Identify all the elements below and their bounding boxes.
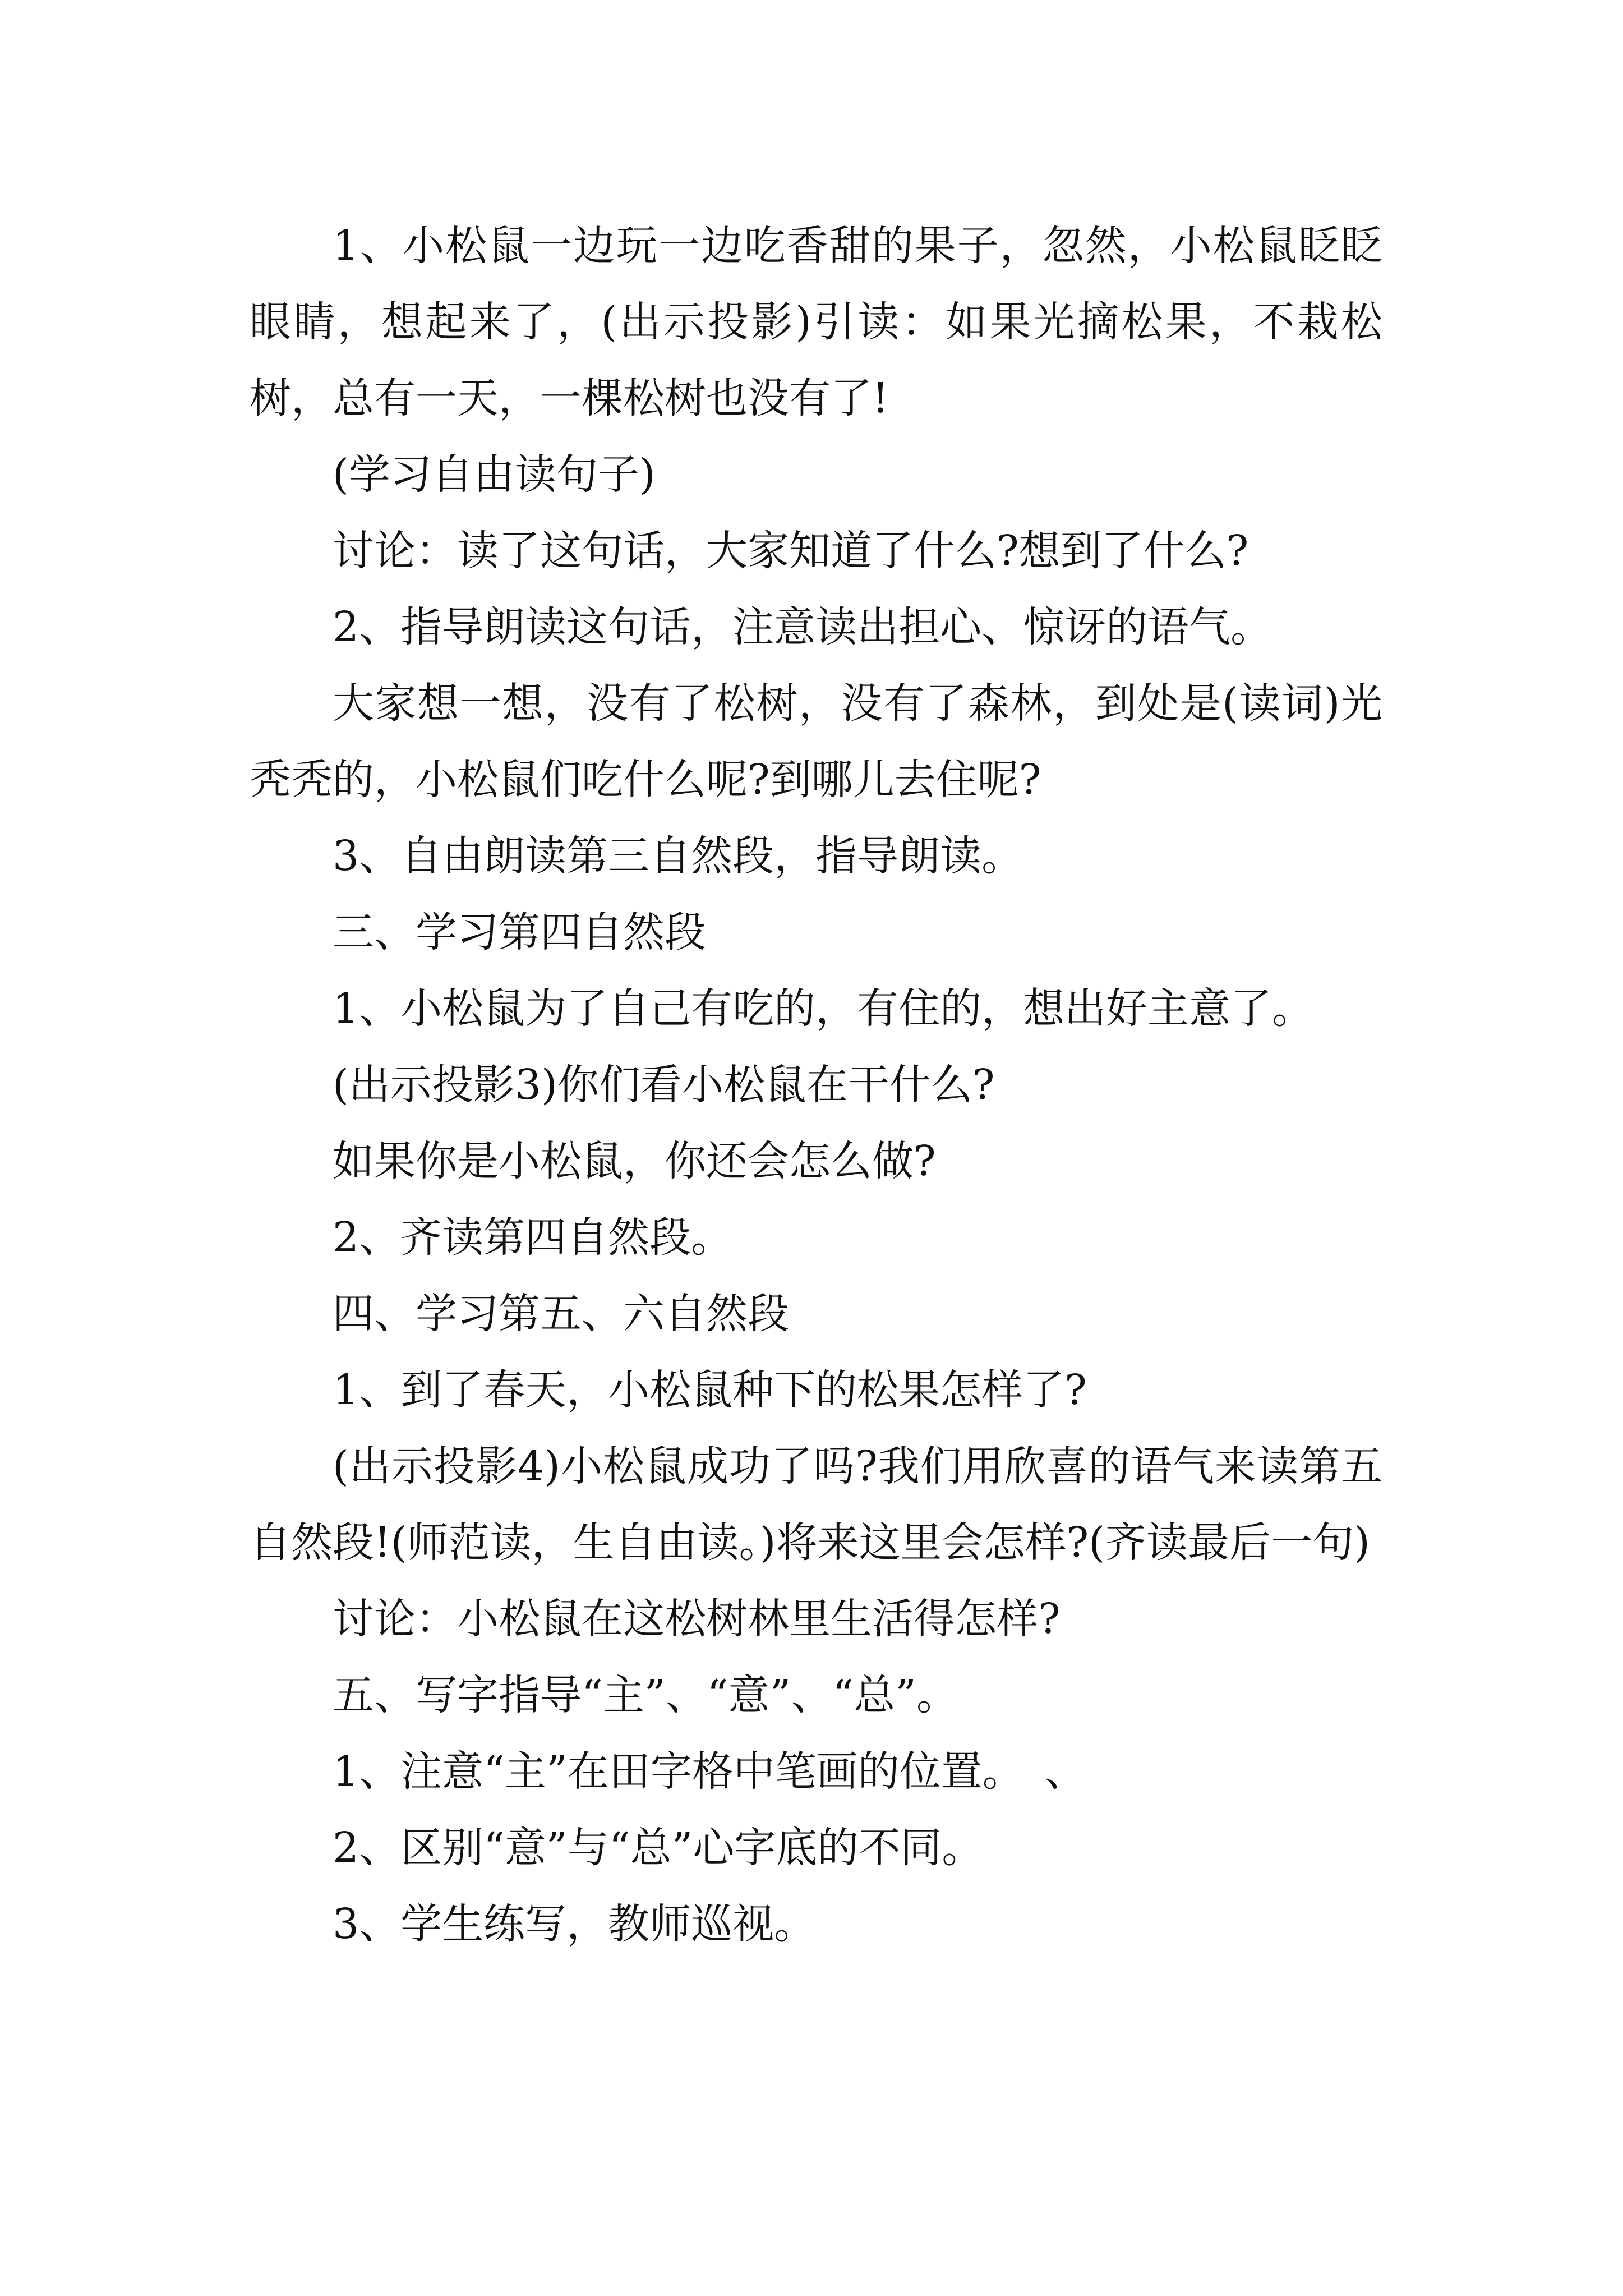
paragraph: (出示投影3)你们看小松鼠在干什么? [333, 1061, 995, 1109]
paragraph: (出示投影4)小松鼠成功了吗?我们用欣喜的语气来读第五自然段!(师范读，生自由读。)将来这里会怎样?(齐读最后一句) [250, 1442, 1382, 1567]
paragraph: 1、到了春天，小松鼠种下的松果怎样了? [333, 1366, 1087, 1414]
paragraph: 1、注意“主”在田字格中笔画的位置。 、 [333, 1747, 1086, 1796]
document-body [250, 208, 1382, 1962]
paragraph: 如果你是小松鼠，你还会怎么做? [333, 1137, 936, 1185]
paragraph: 2、区别“意”与“总”心字底的不同。 [333, 1824, 984, 1872]
paragraph: 3、自由朗读第三自然段，指导朗读。 [333, 832, 1023, 880]
paragraph: 3、学生练写，教师巡视。 [333, 1900, 816, 1948]
section-heading: 三、学习第四自然段 [333, 908, 706, 956]
paragraph: 2、指导朗读这句话，注意读出担心、惊讶的语气。 [333, 603, 1272, 651]
paragraph: 1、小松鼠一边玩一边吃香甜的果子，忽然，小松鼠眨眨眼睛，想起来了，(出示投影)引读：如果光摘松果，不栽松树，总有一天，一棵松树也没有了! [250, 222, 1382, 422]
section-heading: 四、学习第五、六自然段 [333, 1290, 789, 1338]
paragraph: 讨论：小松鼠在这松树林里生活得怎样? [333, 1595, 1061, 1643]
paragraph: 1、小松鼠为了自己有吃的，有住的，想出好主意了。 [333, 984, 1314, 1033]
section-heading: 五、写字指导“主”、“意”、“总”。 [333, 1671, 958, 1719]
paragraph: (学习自由读句子) [333, 450, 656, 499]
paragraph: 讨论：读了这句话，大家知道了什么?想到了什么? [333, 527, 1249, 575]
paragraph: 2、齐读第四自然段。 [333, 1213, 733, 1262]
paragraph: 大家想一想，没有了松树，没有了森林，到处是(读词)光秃秃的，小松鼠们吃什么呢?到哪儿去住呢? [250, 679, 1382, 804]
